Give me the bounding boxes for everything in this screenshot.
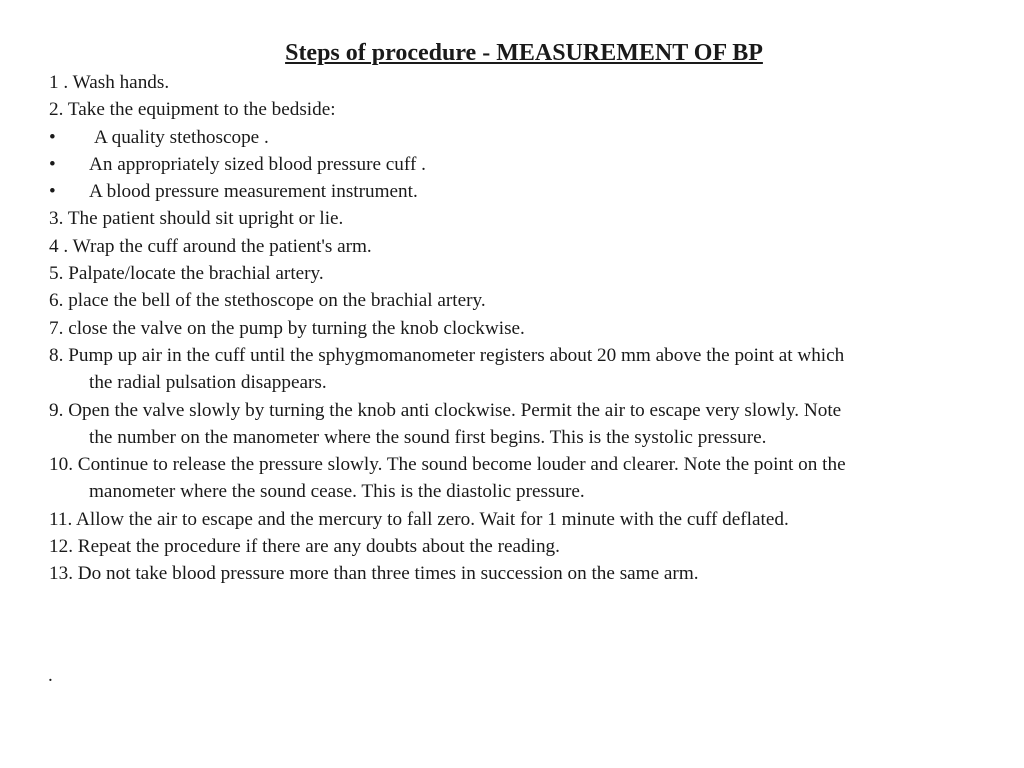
step-6: 6. place the bell of the stethoscope on the brachial artery. — [49, 290, 486, 312]
step-8-line-1: 8. Pump up air in the cuff until the sphygmomanometer registers about 20 mm above the point at which — [49, 344, 845, 366]
bullet-marker: • — [49, 153, 56, 175]
trailing-period: . — [48, 665, 53, 686]
bullet-text: An appropriately sized blood pressure cuff . — [89, 153, 426, 175]
bullet-text: A quality stethoscope . — [94, 126, 269, 148]
equipment-bullet-instrument — [49, 178, 1009, 205]
step-8 — [49, 342, 1009, 397]
step-5: 5. Palpate/locate the brachial artery. — [49, 263, 324, 285]
step-9-line-2: the number on the manometer where the sound first begins. This is the systolic pressure. — [89, 426, 767, 448]
bullet-marker: • — [49, 181, 56, 203]
bullet-marker: • — [49, 126, 56, 148]
step-11: 11. Allow the air to escape and the mercury to fall zero. Wait for 1 minute with the cuff deflated. — [49, 508, 789, 530]
step-2: 2. Take the equipment to the bedside: — [49, 99, 336, 121]
step-1: 1 . Wash hands. — [49, 72, 170, 93]
step-7: 7. close the valve on the pump by turning the knob clockwise. — [49, 317, 525, 339]
step-13: 13. Do not take blood pressure more than three times in succession on the same arm. — [49, 563, 699, 585]
step-8-line-2: the radial pulsation disappears. — [89, 372, 327, 394]
equipment-bullet-cuff — [49, 151, 1009, 178]
step-9-line-1: 9. Open the valve slowly by turning the knob anti clockwise. Permit the air to escape very slowly. Note — [49, 399, 842, 421]
procedure-list — [49, 69, 1009, 588]
bullet-text: A blood pressure measurement instrument. — [89, 181, 418, 203]
step-10-line-2: manometer where the sound cease. This is the diastolic pressure. — [89, 481, 585, 503]
slide-title: Steps of procedure - MEASUREMENT OF BP — [285, 40, 763, 66]
step-10 — [49, 451, 1009, 506]
step-9 — [49, 397, 1009, 452]
step-10-line-1: 10. Continue to release the pressure slowly. The sound become louder and clearer. Note the point on the — [49, 454, 846, 476]
step-3: 3. The patient should sit upright or lie. — [49, 208, 344, 230]
step-4: 4 . Wrap the cuff around the patient's arm. — [49, 235, 372, 257]
step-12: 12. Repeat the procedure if there are any doubts about the reading. — [49, 536, 560, 558]
equipment-bullet-stethoscope — [49, 124, 1009, 151]
